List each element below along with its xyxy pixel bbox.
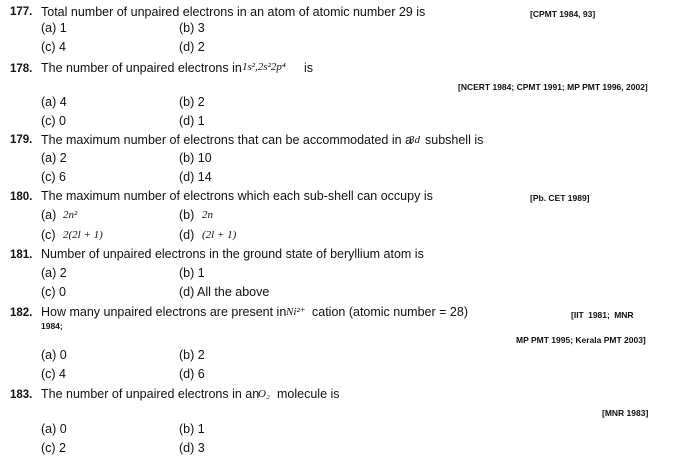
source-citation: [CPMT 1984, 93] (530, 9, 596, 19)
question-text-end: molecule is (277, 387, 340, 401)
option-a: (a) 0 (41, 422, 67, 436)
source-citation-line1: [IIT 1981; MNR (571, 310, 634, 320)
option-c: (c) 6 (41, 170, 66, 184)
option-d-formula: (2l + 1) (202, 229, 237, 241)
option-b: (b) 3 (179, 21, 205, 35)
question-text-start: The maximum number of electrons that can be accommodated in a (41, 133, 413, 147)
option-c-label: (c) (41, 228, 56, 242)
option-d-label: (d) (179, 228, 195, 242)
molecule-symbol: O₂ (258, 388, 270, 400)
option-a: (a) 2 (41, 266, 67, 280)
option-c-formula: 2(2l + 1) (63, 229, 103, 241)
option-a-label: (a) (41, 208, 57, 222)
option-a: (a) 1 (41, 21, 67, 35)
option-b: (b) 10 (179, 151, 212, 165)
electron-configuration: 1s²,2s²2p⁴ (242, 61, 286, 73)
option-a: (a) 2 (41, 151, 67, 165)
question-text-start: How many unpaired electrons are present in (41, 305, 287, 319)
option-c: (c) 2 (41, 441, 66, 455)
option-d: (d) 6 (179, 367, 205, 381)
option-b: (b) 1 (179, 266, 205, 280)
option-c: (c) 4 (41, 367, 66, 381)
question-number: 183. (10, 389, 33, 401)
question-text: Total number of unpaired electrons in an atom of atomic number 29 is (41, 5, 426, 19)
question-number: 177. (10, 6, 33, 18)
source-citation: [NCERT 1984; CPMT 1991; MP PMT 1996, 2002] (458, 82, 648, 92)
option-d: (d) 3 (179, 441, 205, 455)
question-number: 180. (10, 191, 33, 203)
option-d: (d) 1 (179, 114, 205, 128)
ion-symbol: Ni²⁺ (286, 306, 306, 318)
source-citation: [Pb. CET 1989] (530, 193, 590, 203)
option-b: (b) 2 (179, 95, 205, 109)
option-a: (a) 0 (41, 348, 67, 362)
question-text: Number of unpaired electrons in the ground state of beryllium atom is (41, 247, 424, 261)
source-citation-line2: 1984; (41, 321, 63, 331)
question-number: 182. (10, 307, 33, 319)
option-d: (d) 2 (179, 40, 205, 54)
option-b: (b) 2 (179, 348, 205, 362)
question-text-start: The number of unpaired electrons in (41, 61, 242, 75)
source-citation: [MNR 1983] (602, 408, 649, 418)
question-text-end: subshell is (425, 133, 484, 147)
question-text-end: is (304, 61, 314, 75)
question-number: 179. (10, 134, 33, 146)
option-b: (b) 1 (179, 422, 205, 436)
option-b-label: (b) (179, 208, 195, 222)
option-c: (c) 0 (41, 114, 66, 128)
question-text: The maximum number of electrons which each sub-shell can occupy is (41, 189, 433, 203)
option-b-formula: 2n (202, 209, 213, 221)
option-c: (c) 4 (41, 40, 66, 54)
option-c: (c) 0 (41, 285, 66, 299)
option-a: (a) 4 (41, 95, 67, 109)
source-citation-line3: MP PMT 1995; Kerala PMT 2003] (516, 335, 646, 345)
question-text-start: The number of unpaired electrons in an (41, 387, 260, 401)
option-d: (d) 14 (179, 170, 212, 184)
option-d: (d) All the above (179, 285, 270, 299)
question-number: 181. (10, 249, 33, 261)
question-number: 178. (10, 63, 33, 75)
question-text-end: cation (atomic number = 28) (312, 305, 468, 319)
subshell-symbol: 3d (409, 134, 420, 146)
option-a-formula: 2n² (63, 209, 78, 221)
